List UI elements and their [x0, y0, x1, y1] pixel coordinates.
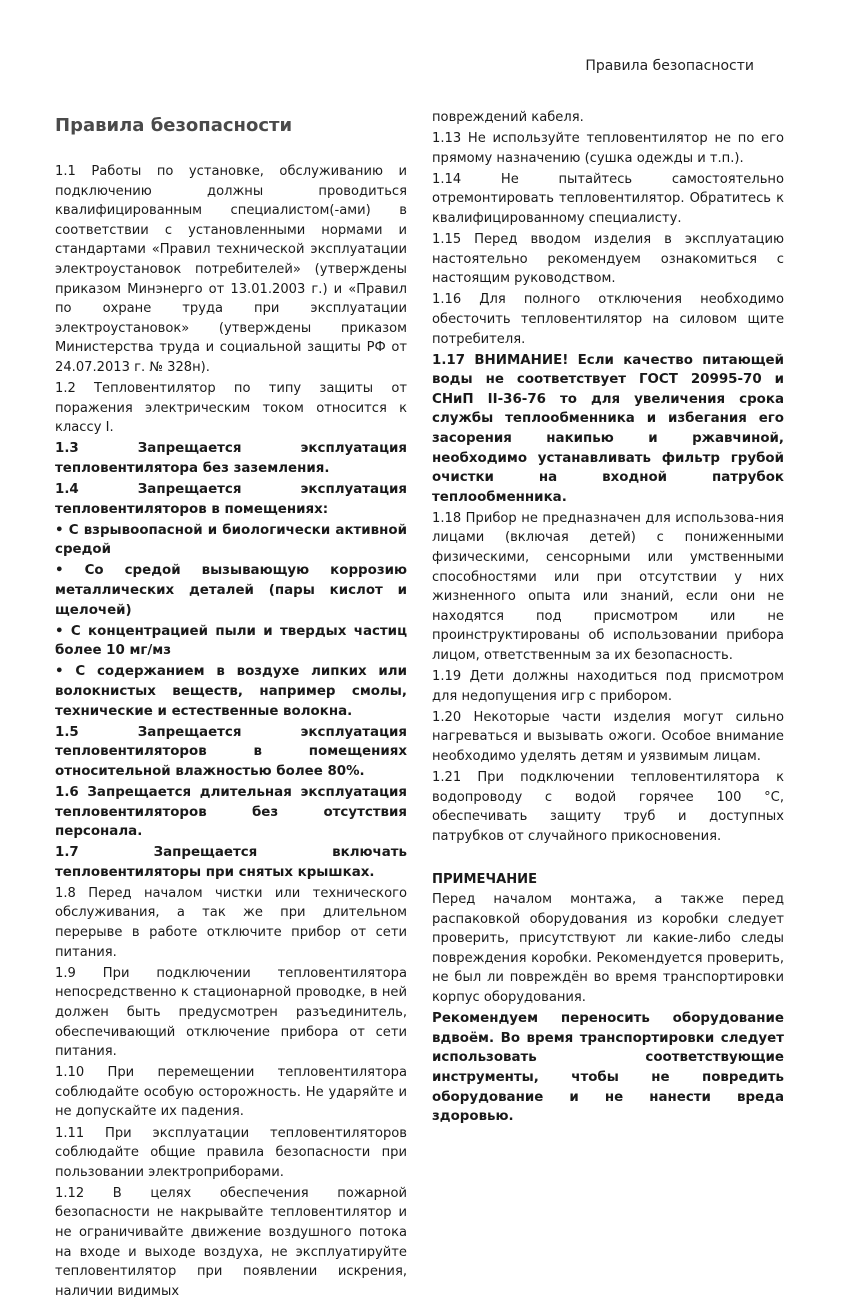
- rule-paragraph: 1.7 Запрещается включать тепловентиляторы при снятых крышках.: [55, 845, 407, 880]
- rule-paragraph: • С концентрацией пыли и твердых частиц более 10 мг/мз: [55, 623, 407, 659]
- rule-paragraph: • С взрывоопасной и биологически активной средой: [55, 522, 407, 558]
- note-bold-text: Рекомендуем переносить оборудование вдвоём. Во время транспортировки следует использовать соответствующие инструменты, чтобы не повредить оборудование и не нанести вреда здоровью.: [432, 1011, 784, 1125]
- rule-paragraph: 1.10 При перемещении тепловентилятора соблюдайте особую осторожность. Не ударяйте и не допускайте их падения.: [55, 1065, 407, 1120]
- note-title: ПРИМЕЧАНИЕ: [432, 872, 538, 888]
- running-header: Правила безопасности: [585, 58, 754, 74]
- rule-paragraph: 1.16 Для полного отключения необходимо обесточить тепловентилятор на силовом щите потребителя.: [432, 292, 784, 347]
- rule-paragraph: 1.12 В целях обеспечения пожарной безопасности не накрывайте тепловентилятор и не ограничивайте движение воздушного потока на входе и выходе воздуха, не эксплуатируйте тепловентилятор при появлении искрения, наличии видимых: [55, 1185, 407, 1299]
- rule-paragraph: 1.3 Запрещается эксплуатация тепловентилятора без заземления.: [55, 441, 407, 476]
- rule-paragraph: 1.19 Дети должны находиться под присмотром для недопущения игр с прибором.: [432, 669, 784, 704]
- left-paragraph-list: [55, 162, 407, 1301]
- rule-paragraph: 1.17 ВНИМАНИЕ! Если качество питающей воды не соответствует ГОСТ 20995-70 и СНиП II-36-76 то для увеличения срока службы теплообменника и избегания его засорения накипью и ржавчиной, необходимо устанавливать фильтр грубой очистки на входной патрубок теплообменника.: [432, 352, 784, 505]
- rule-paragraph: 1.21 При подключении тепловентилятора к водопроводу с водой горячее 100 °С, обеспечивать защиту труб и доступных патрубков от случайного прикосновения.: [432, 770, 784, 844]
- rule-paragraph: 1.9 При подключении тепловентилятора непосредственно к стационарной проводке, в ней должен быть предусмотрен разъединитель, обеспечивающий отключение прибора от сети питания.: [55, 965, 407, 1060]
- right-column: [432, 108, 784, 1128]
- rule-paragraph: 1.8 Перед началом чистки или технического обслуживания, а так же при длительном перерыве в работе отключите прибор от сети питания.: [55, 885, 407, 960]
- left-column: [55, 114, 407, 1303]
- rule-paragraph: • Со средой вызывающую коррозию металлических деталей (пары кислот и щелочей): [55, 563, 407, 618]
- rule-paragraph: 1.20 Некоторые части изделия могут сильно нагреваться и вызывать ожоги. Особое внимание необходимо уделять детям и уязвимым лицам.: [432, 709, 784, 764]
- rule-paragraph: 1.15 Перед вводом изделия в эксплуатацию настоятельно рекомендуем ознакомиться с настоящим руководством.: [432, 232, 784, 287]
- rule-paragraph: повреждений кабеля.: [432, 110, 584, 125]
- rule-paragraph: 1.14 Не пытайтесь самостоятельно отремонтировать тепловентилятор. Обратитесь к квалифицированному специалисту.: [432, 171, 784, 226]
- rule-paragraph: 1.18 Прибор не предназначен для использова-ния лицами (включая детей) с пониженными физическими, сенсорными или умственными способностями или при отсутствии у них жизненного опыта или знаний, если они не находятся под присмотром или не проинструктированы об использовании прибора лицом, ответственным за их безопасность.: [432, 510, 784, 664]
- rule-paragraph: 1.13 Не используйте тепловентилятор не по его прямому назначению (сушка одежды и т.п.).: [432, 131, 784, 166]
- page-title: Правила безопасности: [55, 115, 293, 136]
- note-text: Перед началом монтажа, а также перед распаковкой оборудования из коробки следует проверить, присутствуют ли какие-либо следы повреждения коробки. Рекомендуется проверить, не был ли повреждён во время транспортировки корпус оборудования.: [432, 892, 784, 1006]
- rule-paragraph: 1.2 Тепловентилятор по типу защиты от поражения электрическим током относится к классу I.: [55, 381, 407, 436]
- rule-paragraph: 1.4 Запрещается эксплуатация тепловентиляторов в помещениях:: [55, 482, 407, 517]
- rule-paragraph: 1.6 Запрещается длительная эксплуатация тепловентиляторов без отсутствия персонала.: [55, 784, 407, 840]
- rule-paragraph: 1.11 При эксплуатации тепловентиляторов соблюдайте общие правила безопасности при пользовании электроприборами.: [55, 1125, 407, 1180]
- rule-paragraph: • С содержанием в воздухе липких или волокнистых веществ, например смолы, технические и естественные волокна.: [55, 664, 407, 719]
- rule-paragraph: 1.1 Работы по установке, обслуживанию и подключению должны проводиться квалифицированным специалистом(-ами) в соответствии с установленными нормами и стандартами «Правил технической эксплуатации электроустановок потребителей» (утверждены приказом Минэнерго от 13.01.2003 г.) и «Правил по охране труда при эксплуатации электроустановок» (утверждены приказом Министерства труда и социальной защиты РФ от 24.07.2013 г. № 328н).: [55, 164, 407, 375]
- rule-paragraph: 1.5 Запрещается эксплуатация тепловентиляторов в помещениях относительной влажностью более 80%.: [55, 724, 407, 779]
- right-paragraph-list: [432, 108, 784, 846]
